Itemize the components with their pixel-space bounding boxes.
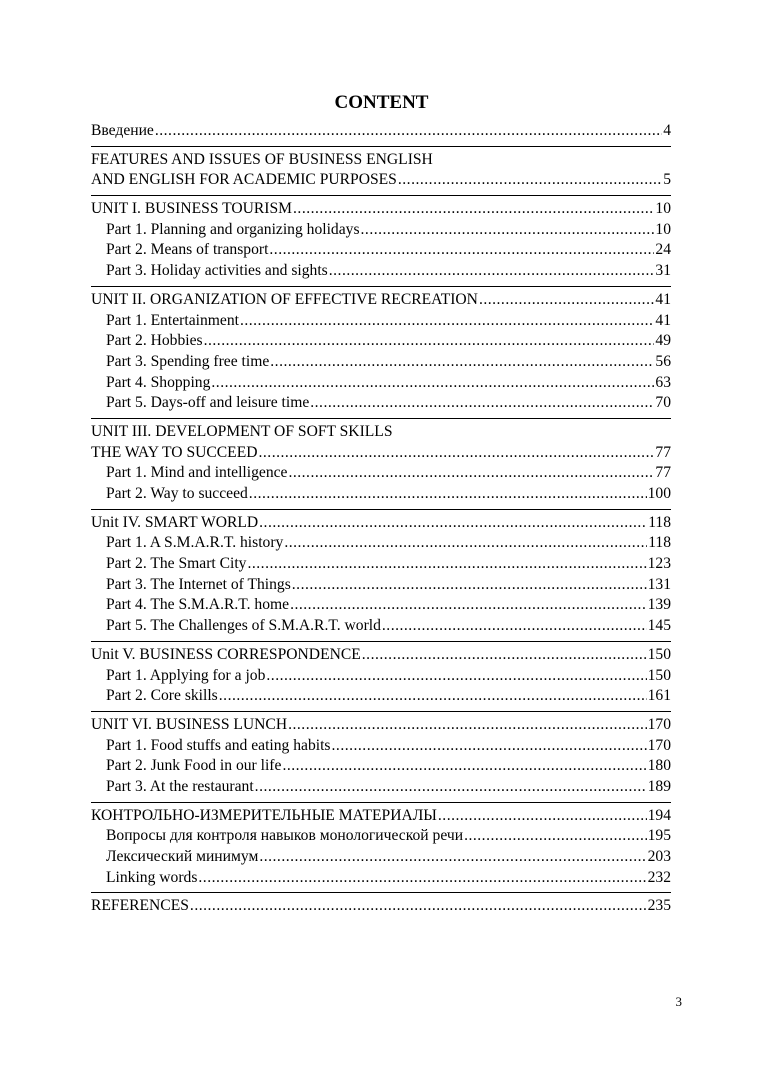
- toc-entry-label: Part 2. The Smart City: [106, 555, 247, 573]
- toc-page-number: 24: [655, 241, 671, 259]
- toc-subentry[interactable]: [91, 261, 671, 282]
- page-title: CONTENT: [334, 92, 429, 113]
- toc-entry-label: Part 2. Core skills: [106, 687, 218, 705]
- toc-entry-label: Unit IV. SMART WORLD: [91, 513, 259, 531]
- dot-leader: [259, 513, 647, 534]
- toc-entry-unit1[interactable]: [91, 199, 671, 220]
- dot-leader: [266, 666, 646, 687]
- toc-page-number: 131: [647, 575, 671, 593]
- toc-entry-label: Part 1. A S.M.A.R.T. history: [106, 534, 284, 552]
- toc-subentry[interactable]: [91, 240, 671, 261]
- dot-leader: [329, 261, 655, 282]
- toc-entry-label: КОНТРОЛЬНО-ИЗМЕРИТЕЛЬНЫЕ МАТЕРИАЛЫ: [91, 806, 437, 824]
- toc-page-number: 56: [655, 352, 671, 370]
- dot-leader: [249, 484, 647, 505]
- dot-leader: [270, 352, 654, 373]
- toc-entry-label: UNIT VI. BUSINESS LUNCH: [91, 715, 288, 733]
- toc-page-number: 31: [655, 262, 671, 280]
- dot-leader: [438, 806, 647, 827]
- toc-subentry[interactable]: [91, 847, 671, 868]
- toc-page-number: 100: [647, 485, 671, 502]
- toc-entry-label: Part 4. Shopping: [106, 373, 211, 391]
- toc-subentry[interactable]: [91, 220, 671, 241]
- toc-page-number: 123: [647, 555, 671, 573]
- dot-leader: [204, 331, 655, 352]
- toc-entry-features[interactable]: [91, 170, 671, 191]
- toc-entry-label: Part 3. Spending free time: [106, 352, 270, 370]
- toc-page-number: 49: [655, 332, 671, 350]
- toc-subentry[interactable]: [91, 777, 671, 798]
- dot-leader: [288, 715, 647, 736]
- dot-leader: [255, 777, 647, 798]
- toc-page-number: 194: [647, 806, 671, 824]
- toc-entry-label: Part 2. Means of transport: [106, 241, 269, 259]
- toc-page-number: 5: [663, 171, 671, 189]
- toc-subentry[interactable]: [91, 484, 671, 505]
- toc-entry-label: Linking words: [106, 868, 198, 886]
- toc-subentry[interactable]: [91, 756, 671, 777]
- toc-subentry[interactable]: [91, 311, 671, 332]
- dot-leader: [310, 393, 654, 414]
- toc-page-number: 232: [647, 868, 671, 886]
- dot-leader: [362, 645, 647, 666]
- toc-page-number: 77: [655, 443, 671, 461]
- dot-leader: [269, 240, 654, 261]
- dot-leader: [293, 199, 654, 220]
- toc-entry-features-line1[interactable]: FEATURES AND ISSUES OF BUSINESS ENGLISH: [91, 150, 433, 168]
- toc-page-number: 150: [647, 666, 671, 684]
- page-number: 3: [675, 994, 682, 1009]
- dot-leader: [259, 443, 655, 464]
- toc-page-number: 161: [647, 687, 671, 705]
- toc-entry-label: Part 1. Planning and organizing holidays: [106, 220, 360, 238]
- dot-leader: [398, 170, 662, 191]
- toc-page-number: 41: [655, 311, 671, 329]
- dot-leader: [198, 868, 646, 889]
- toc-entry-label: Введение: [91, 122, 154, 139]
- toc-subentry[interactable]: [91, 736, 671, 757]
- toc-entry-label: Part 2. Way to succeed: [106, 485, 248, 502]
- dot-leader: [211, 373, 654, 394]
- toc-entry-label: REFERENCES: [91, 897, 189, 915]
- toc-entry-label: Part 2. Junk Food in our life: [106, 757, 282, 775]
- dot-leader: [282, 756, 646, 777]
- toc-entry-label: Part 2. Hobbies: [106, 332, 203, 350]
- toc-page-number: 195: [647, 827, 671, 845]
- toc-subentry[interactable]: [91, 666, 671, 687]
- toc-entry-unit4[interactable]: [91, 513, 671, 534]
- toc-page-number: 139: [647, 596, 671, 614]
- toc-page-number: 4: [663, 122, 671, 139]
- toc-page-number: 170: [647, 736, 671, 754]
- dot-leader: [288, 463, 654, 484]
- toc-entry-label: Part 3. At the restaurant: [106, 777, 254, 795]
- toc-entry-label: Part 3. The Internet of Things: [106, 575, 291, 593]
- toc-subentry[interactable]: [91, 533, 671, 554]
- toc-subentry[interactable]: [91, 393, 671, 414]
- toc-entry-unit3-line1[interactable]: UNIT III. DEVELOPMENT OF SOFT SKILLS: [91, 422, 393, 440]
- toc-page-number: 118: [648, 513, 671, 531]
- toc-entry-label: Part 1. Entertainment: [106, 311, 239, 329]
- toc-subentry[interactable]: [91, 352, 671, 373]
- toc-page-number: 235: [647, 897, 671, 915]
- dot-leader: [155, 121, 662, 142]
- dot-leader: [259, 847, 646, 868]
- dot-leader: [284, 533, 647, 554]
- toc-page-number: 63: [655, 373, 671, 391]
- toc-subentry[interactable]: [91, 331, 671, 352]
- toc-subentry[interactable]: [91, 616, 671, 637]
- toc-subentry[interactable]: [91, 868, 671, 889]
- toc-entry-label: AND ENGLISH FOR ACADEMIC PURPOSES: [91, 171, 397, 189]
- toc-page-number: 180: [647, 757, 671, 775]
- toc-page-number: 77: [655, 464, 671, 482]
- toc-entry-control[interactable]: [91, 806, 671, 827]
- toc-entry-label: Part 5. Days-off and leisure time: [106, 394, 310, 412]
- toc-page-number: 203: [647, 848, 671, 865]
- toc-entry-label: Part 4. The S.M.A.R.T. home: [106, 596, 290, 614]
- toc-subentry[interactable]: [91, 554, 671, 575]
- toc-page-number: 189: [647, 777, 671, 795]
- toc-entry-label: UNIT II. ORGANIZATION OF EFFECTIVE RECREATION: [91, 290, 478, 308]
- toc-page-number: 118: [648, 534, 671, 552]
- toc-entry-label: Part 1. Mind and intelligence: [106, 464, 288, 482]
- dot-leader: [219, 686, 647, 707]
- toc-subentry[interactable]: [91, 575, 671, 596]
- toc-subentry[interactable]: [91, 826, 671, 847]
- toc-page-number: 145: [647, 617, 671, 635]
- toc-entry-unit2[interactable]: [91, 290, 671, 311]
- toc-entry-unit6[interactable]: [91, 715, 671, 736]
- dot-leader: [361, 220, 655, 241]
- dot-leader: [290, 595, 647, 616]
- toc-entry-references[interactable]: [91, 896, 671, 917]
- toc-entry-label: Part 1. Applying for a job: [106, 666, 266, 684]
- toc-page-number: 70: [655, 394, 671, 412]
- dot-leader: [292, 575, 647, 596]
- toc-page-number: 170: [647, 715, 671, 733]
- dot-leader: [190, 896, 647, 917]
- toc-entry-label: THE WAY TO SUCCEED: [91, 443, 258, 461]
- dot-leader: [240, 311, 654, 332]
- toc-entry-label: Part 1. Food stuffs and eating habits: [106, 736, 331, 754]
- toc-subentry[interactable]: [91, 463, 671, 484]
- toc-entry-label: Part 3. Holiday activities and sights: [106, 262, 328, 280]
- dot-leader: [464, 826, 647, 847]
- toc-page-number: 10: [655, 200, 671, 218]
- toc-entry-label: Part 5. The Challenges of S.M.A.R.T. world: [106, 617, 381, 635]
- toc-entry-intro[interactable]: [91, 121, 671, 142]
- toc-subentry[interactable]: [91, 373, 671, 394]
- toc-subentry[interactable]: [91, 595, 671, 616]
- dot-leader: [479, 290, 654, 311]
- toc-entry-unit5[interactable]: [91, 645, 671, 666]
- toc-page-number: 10: [655, 220, 671, 238]
- toc-entry-label: Вопросы для контроля навыков монологической речи: [106, 827, 464, 845]
- toc-page-number: 41: [655, 290, 671, 308]
- dot-leader: [247, 554, 646, 575]
- dot-leader: [332, 736, 647, 757]
- dot-leader: [382, 616, 647, 637]
- toc-entry-label: UNIT I. BUSINESS TOURISM: [91, 200, 293, 218]
- toc-entry-unit3[interactable]: [91, 443, 671, 464]
- toc-page-number: 150: [647, 645, 671, 663]
- toc-entry-label: Лексический минимум: [106, 848, 259, 865]
- table-of-contents: [91, 121, 671, 917]
- toc-subentry[interactable]: [91, 686, 671, 707]
- toc-entry-label: Unit V. BUSINESS CORRESPONDENCE: [91, 645, 361, 663]
